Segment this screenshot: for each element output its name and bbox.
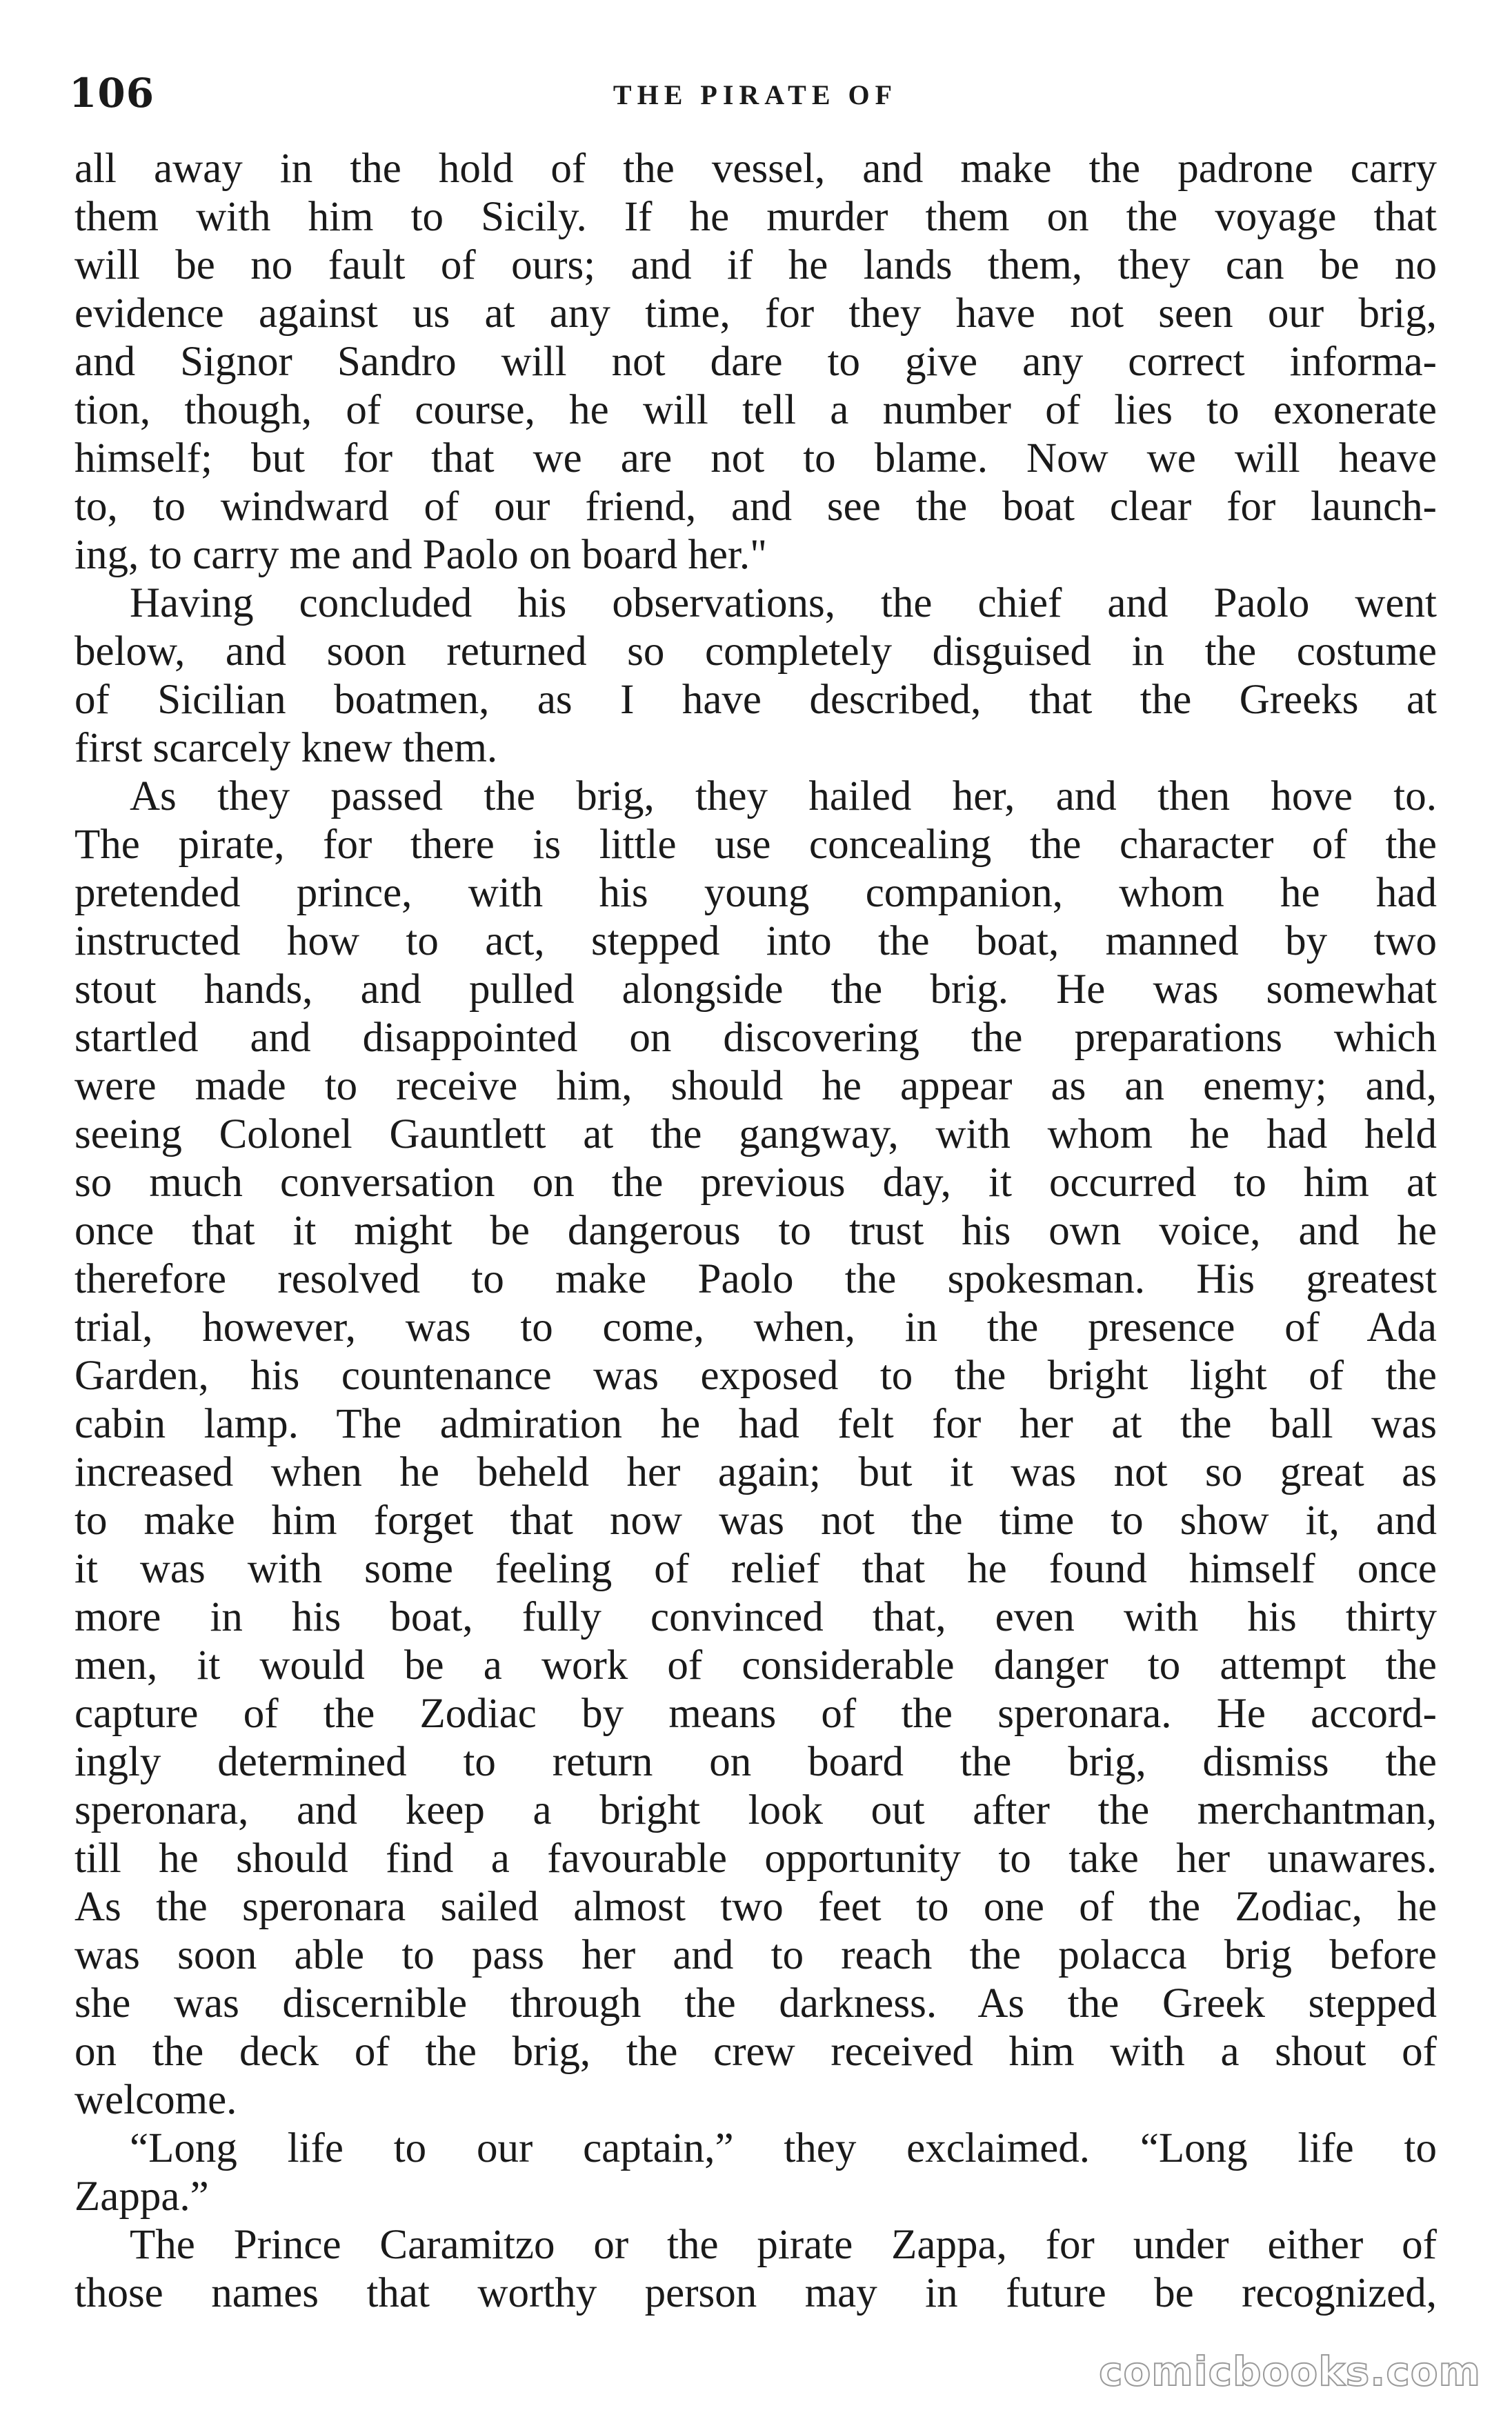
running-title: THE PIRATE OF — [613, 79, 898, 110]
text-line: on the deck of the brig, the crew received him with a shout of — [74, 2029, 1437, 2075]
text-line: to, to windward of our friend, and see the boat clear for launch- — [74, 484, 1437, 530]
text-line: The pirate, for there is little use concealing the character of the — [74, 822, 1437, 868]
text-line: ing, to carry me and Paolo on board her." — [74, 532, 768, 578]
text-line: ingly determined to return on board the brig, dismiss the — [74, 1739, 1437, 1785]
text-line: so much conversation on the previous day, it occurred to him at — [74, 1160, 1437, 1206]
text-line: As they passed the brig, they hailed her, and then hove to. — [130, 773, 1437, 819]
text-line: it was with some feeling of relief that he found himself once — [74, 1546, 1437, 1592]
text-line: first scarcely knew them. — [74, 725, 498, 771]
page-number: 106 — [69, 70, 155, 117]
text-line: therefore resolved to make Paolo the spokesman. His greatest — [74, 1256, 1437, 1302]
text-line: were made to receive him, should he appear as an enemy; and, — [74, 1063, 1437, 1109]
text-line: of Sicilian boatmen, as I have described, that the Greeks at — [74, 677, 1437, 723]
page-header — [69, 66, 1442, 121]
text-line: Zappa.” — [74, 2173, 209, 2220]
watermark: comicbooks.com — [1099, 2348, 1481, 2395]
text-line: and Signor Sandro will not dare to give any correct informa- — [74, 339, 1437, 385]
text-line: she was discernible through the darkness. As the Greek stepped — [74, 1980, 1437, 2027]
body-text — [74, 145, 1437, 2318]
text-line: will be no fault of ours; and if he lands them, they can be no — [74, 242, 1437, 288]
text-line: welcome. — [74, 2077, 237, 2123]
text-line: himself; but for that we are not to blame. Now we will heave — [74, 435, 1437, 481]
text-line: increased when he beheld her again; but it was not so great as — [74, 1449, 1437, 1495]
text-line: capture of the Zodiac by means of the speronara. He accord- — [74, 1691, 1437, 1737]
text-line: instructed how to act, stepped into the boat, manned by two — [74, 918, 1437, 964]
text-line: those names that worthy person may in future be recognized, — [74, 2270, 1437, 2316]
text-line: seeing Colonel Gauntlett at the gangway, with whom he had held — [74, 1111, 1437, 1157]
text-line: below, and soon returned so completely disguised in the costume — [74, 628, 1437, 675]
text-line: was soon able to pass her and to reach the polacca brig before — [74, 1932, 1437, 1978]
text-line: till he should find a favourable opportunity to take her unawares. — [74, 1835, 1437, 1882]
text-line: startled and disappointed on discovering the preparations which — [74, 1015, 1437, 1061]
text-line: stout hands, and pulled alongside the brig. He was somewhat — [74, 966, 1437, 1013]
text-line: men, it would be a work of considerable danger to attempt the — [74, 1642, 1437, 1689]
text-line: trial, however, was to come, when, in the presence of Ada — [74, 1304, 1437, 1351]
text-line: evidence against us at any time, for they have not seen our brig, — [74, 290, 1437, 337]
text-line: As the speronara sailed almost two feet to one of the Zodiac, he — [74, 1884, 1437, 1930]
text-line: cabin lamp. The admiration he had felt for her at the ball was — [74, 1401, 1437, 1447]
text-line: Garden, his countenance was exposed to the bright light of the — [74, 1353, 1437, 1399]
text-line: once that it might be dangerous to trust his own voice, and he — [74, 1208, 1437, 1254]
text-line: tion, though, of course, he will tell a number of lies to exonerate — [74, 387, 1437, 433]
text-line: speronara, and keep a bright look out after the merchantman, — [74, 1787, 1437, 1833]
text-line: pretended prince, with his young companion, whom he had — [74, 870, 1437, 916]
text-line: “Long life to our captain,” they exclaimed. “Long life to — [130, 2125, 1437, 2171]
text-line: Having concluded his observations, the chief and Paolo went — [130, 580, 1437, 626]
text-line: The Prince Caramitzo or the pirate Zappa, for under either of — [130, 2222, 1437, 2268]
text-line: all away in the hold of the vessel, and make the padrone carry — [74, 146, 1437, 192]
text-line: more in his boat, fully convinced that, even with his thirty — [74, 1594, 1437, 1640]
text-line: them with him to Sicily. If he murder them on the voyage that — [74, 194, 1437, 240]
text-line: to make him forget that now was not the time to show it, and — [74, 1497, 1437, 1544]
